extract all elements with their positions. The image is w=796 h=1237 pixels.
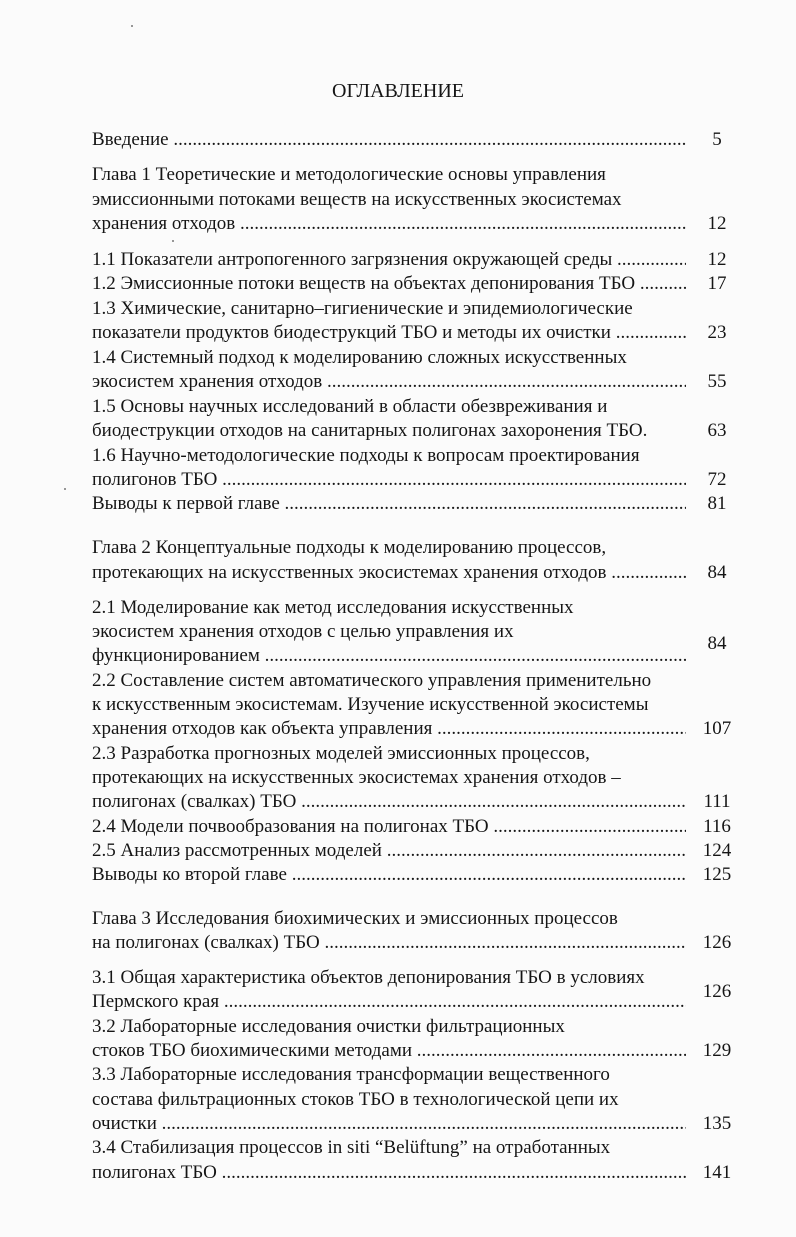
toc-chapter-1-line: хранения отходов ..... [92, 212, 686, 236]
toc-chapter-3-line: Глава 3 Исследования биохимических и эмиссионных процессов [92, 908, 618, 929]
toc-entry-1-4: экосистем хранения отходов ..... [92, 370, 686, 394]
toc-chapter-1-line: эмиссионными потоками веществ на искусственных экосистемах [92, 189, 622, 210]
toc-entry-1-2: 1.2 Эмиссионные потоки веществ на объектах депонирования ТБО ..... [92, 272, 686, 296]
page-number: 84 [707, 633, 727, 654]
toc-entry-conclusions-1: Выводы к первой главе ..... [92, 492, 686, 516]
page-number: 81 [707, 493, 727, 514]
page-number: 72 [707, 469, 727, 490]
toc-entry-3-3: 3.3 Лабораторные исследования трансформации вещественного [92, 1064, 610, 1085]
toc-entry-3-4: 3.4 Стабилизация процессов in siti “Belüftung” на отработанных [92, 1137, 611, 1158]
toc-entry-conclusions-2: Выводы ко второй главе ..... [92, 863, 686, 887]
toc-entry-3-4: полигонах ТБО ..... [92, 1161, 686, 1185]
toc-entry-1-5: 1.5 Основы научных исследований в области обезвреживания и [92, 396, 608, 417]
toc-chapter-1-line: Глава 1 Теоретические и методологические основы управления [92, 164, 606, 185]
toc-entry-2-2: хранения отходов как объекта управления ..... [92, 717, 686, 741]
page-number: 12 [707, 249, 727, 270]
page-number: 17 [707, 273, 727, 294]
toc-entry-3-1: Пермского края ..... [92, 990, 686, 1014]
page-number: 5 [712, 129, 722, 150]
page-number: 107 [702, 718, 732, 739]
toc-entry-1-1: 1.1 Показатели антропогенного загрязнения окружающей среды ..... [92, 248, 686, 272]
page-number: 126 [702, 932, 732, 953]
toc-entry-intro: Введение ..... [92, 128, 686, 152]
toc-chapter-3-line: на полигонах (свалках) ТБО ..... [92, 931, 686, 955]
toc-entry-3-3: состава фильтрационных стоков ТБО в технологической цепи их [92, 1089, 619, 1110]
page-number: 135 [702, 1113, 732, 1134]
toc-entry-2-3: полигонах (свалках) ТБО ..... [92, 790, 686, 814]
toc-entry-2-1: экосистем хранения отходов с целью управления их [92, 621, 514, 642]
toc-entry-3-2: 3.2 Лабораторные исследования очистки фильтрационных [92, 1016, 565, 1037]
page-number: 126 [702, 981, 732, 1002]
toc-chapter-2-line: протекающих на искусственных экосистемах хранения отходов ..... [92, 561, 686, 585]
page-number: 84 [707, 562, 727, 583]
toc-entry-2-1: 2.1 Моделирование как метод исследования искусственных [92, 597, 574, 618]
page-number: 23 [707, 322, 727, 343]
toc-entry-2-3: протекающих на искусственных экосистемах хранения отходов – [92, 767, 621, 788]
page-number: 111 [703, 791, 731, 812]
toc-entry-2-2: к искусственным экосистемам. Изучение искусственной экосистемы [92, 694, 649, 715]
toc-entry-1-5: биодеструкции отходов на санитарных полигонах захоронения ТБО. [92, 420, 648, 441]
page-number: 129 [702, 1040, 732, 1061]
page-number: 116 [703, 816, 731, 837]
toc-entry-2-1: функционированием ..... [92, 644, 686, 668]
scan-speck [131, 25, 133, 27]
scan-speck [64, 488, 66, 490]
toc-entry-2-5: 2.5 Анализ рассмотренных моделей ..... [92, 839, 686, 863]
scan-speck [172, 240, 174, 242]
toc-entry-3-2: стоков ТБО биохимическими методами ..... [92, 1039, 686, 1063]
toc-entry-1-6: 1.6 Научно-методологические подходы к вопросам проектирования [92, 445, 640, 466]
toc-entry-2-2: 2.2 Составление систем автоматического управления применительно [92, 670, 652, 691]
toc-entry-1-6: полигонов ТБО ..... [92, 468, 686, 492]
page-number: 125 [702, 864, 732, 885]
page-number: 12 [707, 213, 727, 234]
toc-entry-1-3: показатели продуктов биодеструкций ТБО и методы их очистки ..... [92, 321, 686, 345]
toc-chapter-2-line: Глава 2 Концептуальные подходы к моделированию процессов, [92, 537, 607, 558]
page-number: 63 [707, 420, 727, 441]
toc-entry-3-1: 3.1 Общая характеристика объектов депонирования ТБО в условиях [92, 967, 645, 988]
toc-entry-2-3: 2.3 Разработка прогнозных моделей эмиссионных процессов, [92, 743, 590, 764]
page-number: 124 [702, 840, 732, 861]
toc-entry-1-3: 1.3 Химические, санитарно–гигиенические и эпидемиологические [92, 298, 633, 319]
page-number: 141 [702, 1162, 732, 1183]
page-number: 55 [707, 371, 727, 392]
toc-entry-2-4: 2.4 Модели почвообразования на полигонах ТБО ..... [92, 815, 686, 839]
toc-entry-3-3: очистки ..... [92, 1112, 686, 1136]
page-title: ОГЛАВЛЕНИЕ [332, 80, 464, 102]
toc-entry-1-4: 1.4 Системный подход к моделированию сложных искусственных [92, 347, 627, 368]
